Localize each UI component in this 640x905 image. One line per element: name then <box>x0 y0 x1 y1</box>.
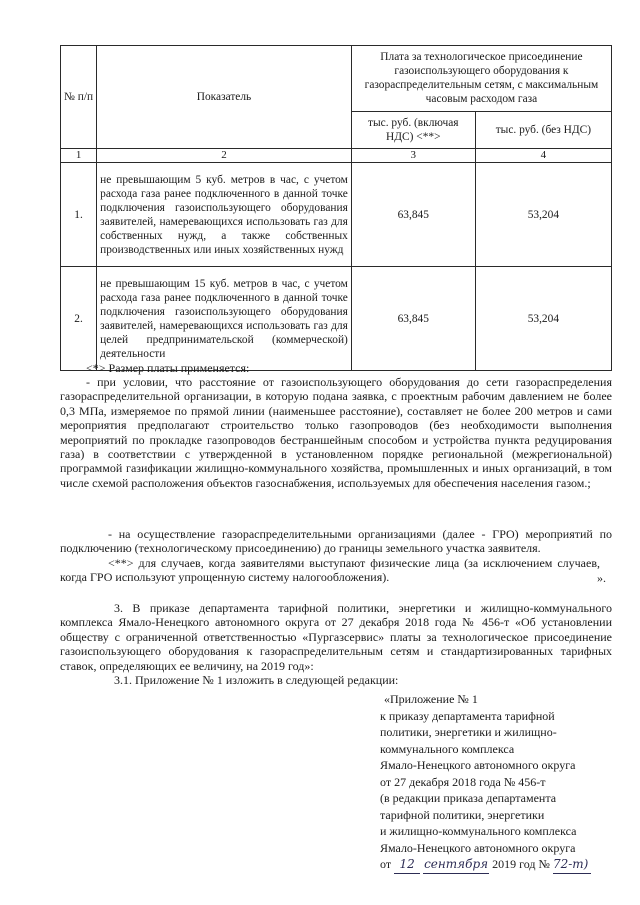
approval-year-number: 2019 год № <box>492 857 550 871</box>
header-col-vat: тыс. руб. (включая НДС) <**> <box>351 111 475 148</box>
table-row <box>61 267 612 371</box>
approval-line: коммунального комплекса <box>380 741 515 756</box>
header-col-novat: тыс. руб. (без НДС) <box>475 111 611 148</box>
handwritten-order-number: 72-т) <box>553 856 591 874</box>
col-number-2: 2 <box>97 149 352 163</box>
header-fee-title: Плата за технологическое присоединение газоиспользующего оборудования к газораспределительным сетям, с максимальным часовым расходом газа <box>351 46 611 112</box>
fee-table <box>60 45 612 371</box>
footnote-star1-label: <*> Размер платы применяется: <box>86 361 250 375</box>
approval-line: к приказу департамента тарифной <box>380 708 555 723</box>
section-3-1-paragraph: 3.1. Приложение № 1 изложить в следующей редакции: <box>114 673 399 687</box>
row-value-without-vat: 53,204 <box>475 267 611 371</box>
column-numbers-row <box>61 149 612 163</box>
header-num: № п/п <box>61 46 97 149</box>
approval-date-prefix: от <box>380 857 392 871</box>
handwritten-month: сентября <box>423 856 489 874</box>
row-description: не превышающим 5 куб. метров в час, с учетом расхода газа ранее подключенного в данной точке подключения газоиспользующего оборудования заявителей, намеревающихся использовать газ для собственных нужд, а также собственных производственных или иных хозяйственных нужд <box>97 163 352 267</box>
approval-line: тарифной политики, энергетики <box>380 807 545 822</box>
footnote-star1-item1: - при условии, что расстояние от газоиспользующего оборудования до сети газораспределения газораспределительной организации, в которую подана заявка, с проектным рабочим давлением не более 0,3 МПа, измеряемое по прямой линии (наименьшее расстояние), составляет не более 200 метров и сами мероприятия предполагают строительство только газопроводов (без необходимости выполнения мероприятий по прокладке газопроводов бестраншейным способом и устройства пункта редуцирования газа) в соответствии с утвержденной в установленном порядке региональной (межрегиональной) программой газификации жилищно-коммунального хозяйства, промышленных и иных организаций, в том числе схемой расположения объектов газоснабжения, используемых для обеспечения населения газом.; <box>60 375 612 490</box>
footnote-closing-quote: ». <box>597 571 606 585</box>
handwritten-day: 12 <box>394 856 420 874</box>
col-number-4: 4 <box>475 149 611 163</box>
approval-line: и жилищно-коммунального комплекса <box>380 824 577 838</box>
approval-line: (в редакции приказа департамента <box>380 791 557 805</box>
col-number-1: 1 <box>61 149 97 163</box>
footnote-star1-item2: - на осуществление газораспределительными организациями (далее - ГРО) мероприятий по подключению (технологическому присоединению) до границы земельного участка заявителя. <box>60 527 612 556</box>
approval-line: Ямало-Ненецкого автономного округа <box>380 840 576 855</box>
row-value-with-vat: 63,845 <box>351 163 475 267</box>
header-indicator: Показатель <box>97 46 352 149</box>
row-value-without-vat: 53,204 <box>475 163 611 267</box>
approval-date-line <box>380 856 612 874</box>
row-number: 1. <box>61 163 97 267</box>
section-3-paragraph: 3. В приказе департамента тарифной политики, энергетики и жилищно-коммунального комплекса Ямало-Ненецкого автономного округа от 27 декабря 2018 года № 456-т «Об установлении обществу с ограниченной ответственностью «Пургазсервис» платы за технологическое присоединение газоиспользующего оборудования к газораспределительным сетям и стандартизированных тарифных ставок, определяющих ее величину, на 2019 год»: <box>60 601 612 673</box>
table-header-row-1 <box>61 46 612 112</box>
row-value-with-vat: 63,845 <box>351 267 475 371</box>
approval-line: от 27 декабря 2018 года № 456-т <box>380 774 546 789</box>
row-number: 2. <box>61 267 97 371</box>
approval-line: политики, энергетики и жилищно- <box>380 725 557 739</box>
row-description: не превышающим 15 куб. метров в час, с учетом расхода газа ранее подключенного в данной точке подключения газоиспользующего оборудования заявителей, намеревающихся использовать газ для целей предпринимательской (коммерческой) деятельности <box>97 267 352 371</box>
col-number-3: 3 <box>351 149 475 163</box>
approval-line: «Приложение № 1 <box>384 692 478 706</box>
table-row <box>61 163 612 267</box>
approval-block <box>380 691 612 874</box>
approval-line: Ямало-Ненецкого автономного округа <box>380 758 576 772</box>
footnote-star2: <**> для случаев, когда заявителями выступают физические лица (за исключением случаев, когда ГРО используют упрощенную систему налогообложения). <box>60 556 600 585</box>
